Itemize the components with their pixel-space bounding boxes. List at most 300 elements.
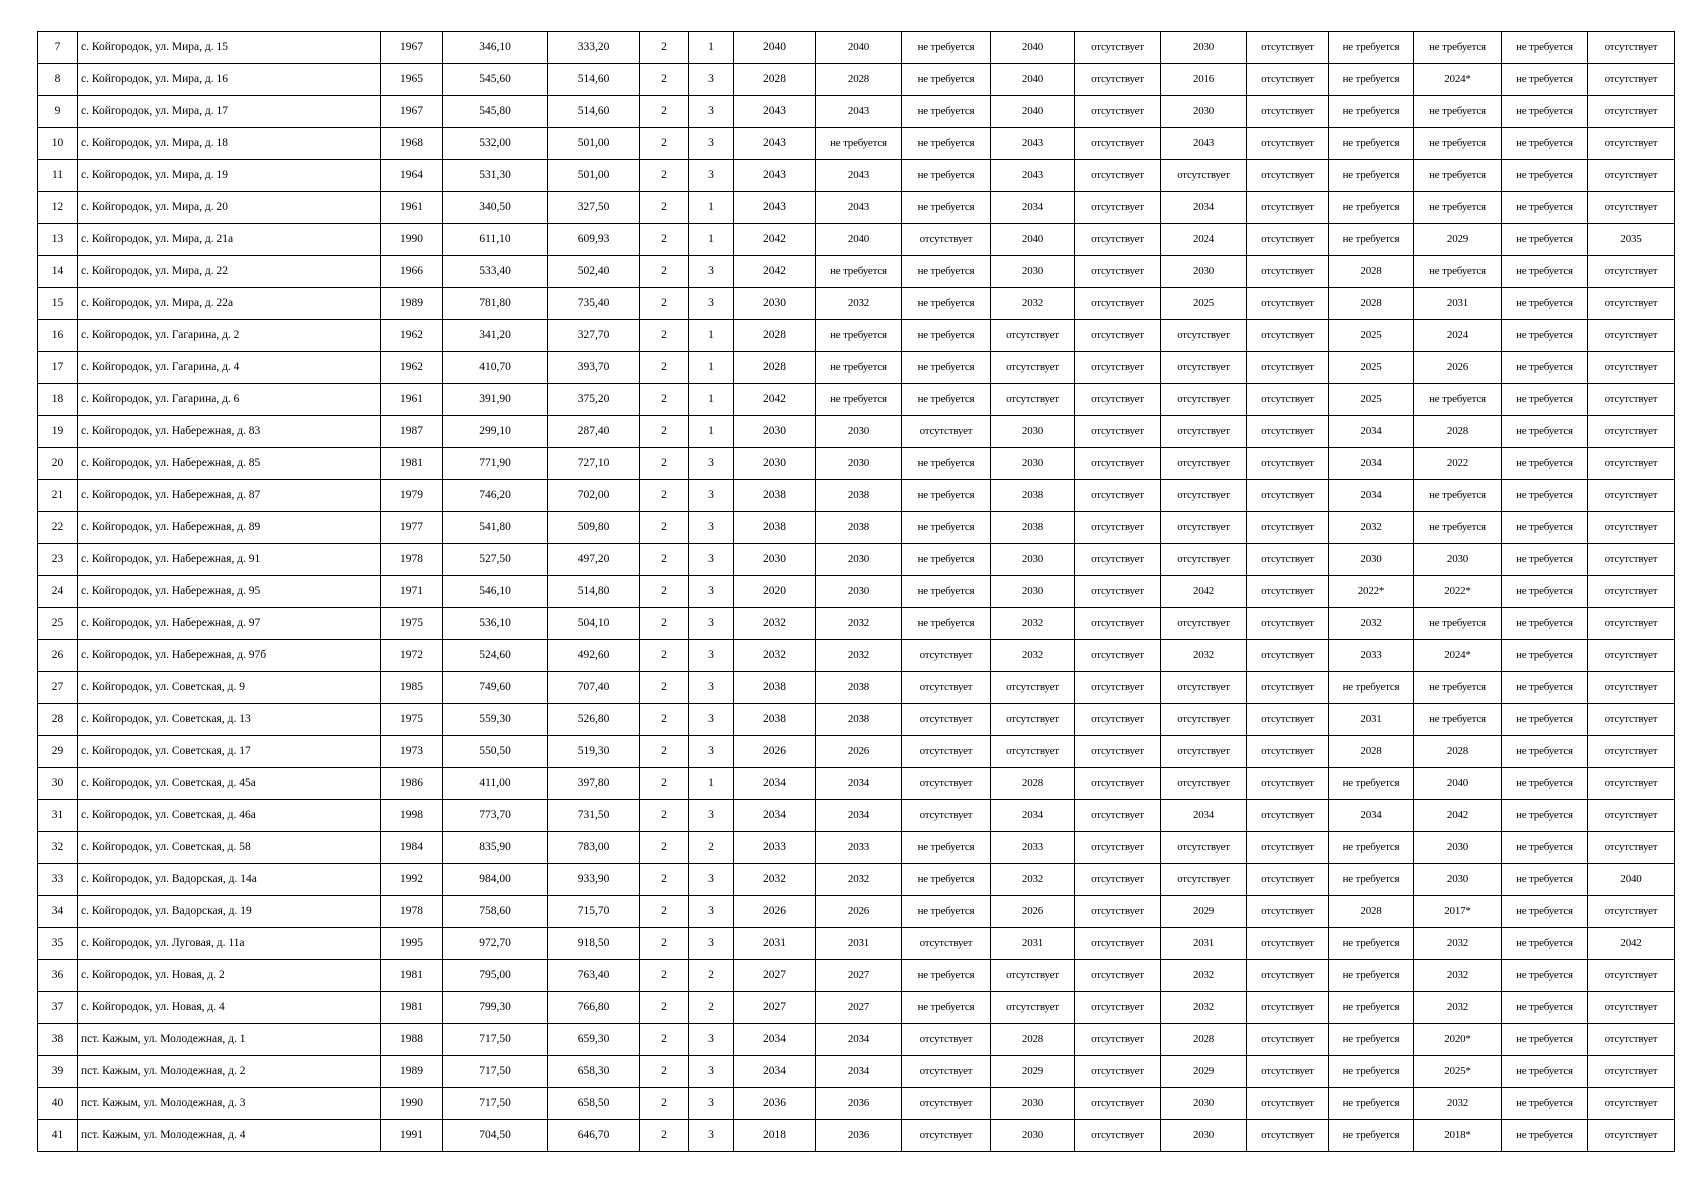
floors-cell: 2 <box>640 800 689 832</box>
foundation-repair-cell: не требуется <box>1502 608 1588 640</box>
entrances-cell: 3 <box>689 896 734 928</box>
foundation-repair-cell: не требуется <box>1502 544 1588 576</box>
heating-system-cell: 2025 <box>1161 288 1247 320</box>
entrances-cell: 1 <box>689 384 734 416</box>
cold-water-system-cell: не требуется <box>1329 832 1414 864</box>
elevator-repair-cell: отсутствует <box>1588 960 1675 992</box>
sewerage-system-cell: 2030 <box>1414 832 1502 864</box>
row-number-cell: 34 <box>38 896 78 928</box>
elevator-repair-cell: отсутствует <box>1588 1056 1675 1088</box>
living-area-cell: 497,20 <box>548 544 640 576</box>
foundation-repair-cell: не требуется <box>1502 800 1588 832</box>
hot-water-system-cell: отсутствует <box>1247 96 1329 128</box>
year-built-cell: 1981 <box>381 448 443 480</box>
year-built-cell: 1992 <box>381 864 443 896</box>
roof-repair-cell: 2033 <box>734 832 816 864</box>
floors-cell: 2 <box>640 288 689 320</box>
heating-system-cell: 2030 <box>1161 32 1247 64</box>
heating-system-cell: отсутствует <box>1161 384 1247 416</box>
roof-repair-cell: 2036 <box>734 1088 816 1120</box>
sewerage-system-cell: 2030 <box>1414 864 1502 896</box>
year-built-cell: 1998 <box>381 800 443 832</box>
facade-repair-cell: 2032 <box>816 640 902 672</box>
facade-repair-cell: не требуется <box>816 384 902 416</box>
year-built-cell: 1995 <box>381 928 443 960</box>
heating-system-cell: 2028 <box>1161 1024 1247 1056</box>
hot-water-system-cell: отсутствует <box>1247 768 1329 800</box>
electric-system-cell: 2026 <box>991 896 1075 928</box>
gas-system-cell: отсутствует <box>1075 448 1161 480</box>
year-built-cell: 1990 <box>381 1088 443 1120</box>
heating-system-cell: отсутствует <box>1161 352 1247 384</box>
basement-repair-cell: не требуется <box>902 448 991 480</box>
address-cell: с. Койгородок, ул. Мира, д. 19 <box>78 160 381 192</box>
roof-repair-cell: 2034 <box>734 1056 816 1088</box>
row-number-cell: 35 <box>38 928 78 960</box>
roof-repair-cell: 2028 <box>734 352 816 384</box>
living-area-cell: 504,10 <box>548 608 640 640</box>
basement-repair-cell: отсутствует <box>902 224 991 256</box>
facade-repair-cell: 2032 <box>816 608 902 640</box>
sewerage-system-cell: 2022* <box>1414 576 1502 608</box>
hot-water-system-cell: отсутствует <box>1247 736 1329 768</box>
total-area-cell: 758,60 <box>443 896 548 928</box>
living-area-cell: 707,40 <box>548 672 640 704</box>
foundation-repair-cell: не требуется <box>1502 672 1588 704</box>
gas-system-cell: отсутствует <box>1075 352 1161 384</box>
facade-repair-cell: не требуется <box>816 128 902 160</box>
total-area-cell: 611,10 <box>443 224 548 256</box>
sewerage-system-cell: не требуется <box>1414 608 1502 640</box>
table-row <box>38 960 1675 992</box>
gas-system-cell: отсутствует <box>1075 160 1161 192</box>
row-number-cell: 24 <box>38 576 78 608</box>
foundation-repair-cell: не требуется <box>1502 576 1588 608</box>
address-cell: с. Койгородок, ул. Гагарина, д. 2 <box>78 320 381 352</box>
heating-system-cell: 2029 <box>1161 1056 1247 1088</box>
electric-system-cell: 2032 <box>991 640 1075 672</box>
elevator-repair-cell: отсутствует <box>1588 64 1675 96</box>
facade-repair-cell: 2038 <box>816 704 902 736</box>
row-number-cell: 30 <box>38 768 78 800</box>
entrances-cell: 3 <box>689 512 734 544</box>
elevator-repair-cell: отсутствует <box>1588 672 1675 704</box>
basement-repair-cell: отсутствует <box>902 640 991 672</box>
foundation-repair-cell: не требуется <box>1502 640 1588 672</box>
row-number-cell: 12 <box>38 192 78 224</box>
total-area-cell: 781,80 <box>443 288 548 320</box>
basement-repair-cell: не требуется <box>902 992 991 1024</box>
electric-system-cell: отсутствует <box>991 736 1075 768</box>
cold-water-system-cell: 2034 <box>1329 800 1414 832</box>
living-area-cell: 702,00 <box>548 480 640 512</box>
electric-system-cell: отсутствует <box>991 672 1075 704</box>
basement-repair-cell: не требуется <box>902 384 991 416</box>
roof-repair-cell: 2030 <box>734 288 816 320</box>
roof-repair-cell: 2034 <box>734 768 816 800</box>
sewerage-system-cell: 2026 <box>1414 352 1502 384</box>
total-area-cell: 391,90 <box>443 384 548 416</box>
gas-system-cell: отсутствует <box>1075 576 1161 608</box>
table-row <box>38 1088 1675 1120</box>
elevator-repair-cell: отсутствует <box>1588 32 1675 64</box>
heating-system-cell: отсутствует <box>1161 160 1247 192</box>
address-cell: с. Койгородок, ул. Мира, д. 16 <box>78 64 381 96</box>
address-cell: с. Койгородок, ул. Мира, д. 21а <box>78 224 381 256</box>
sewerage-system-cell: 2028 <box>1414 416 1502 448</box>
gas-system-cell: отсутствует <box>1075 1088 1161 1120</box>
sewerage-system-cell: не требуется <box>1414 32 1502 64</box>
year-built-cell: 1991 <box>381 1120 443 1152</box>
hot-water-system-cell: отсутствует <box>1247 544 1329 576</box>
electric-system-cell: 2030 <box>991 576 1075 608</box>
roof-repair-cell: 2030 <box>734 416 816 448</box>
cold-water-system-cell: 2025 <box>1329 352 1414 384</box>
foundation-repair-cell: не требуется <box>1502 32 1588 64</box>
row-number-cell: 23 <box>38 544 78 576</box>
sewerage-system-cell: 2022 <box>1414 448 1502 480</box>
floors-cell: 2 <box>640 1056 689 1088</box>
year-built-cell: 1990 <box>381 224 443 256</box>
address-cell: с. Койгородок, ул. Советская, д. 17 <box>78 736 381 768</box>
total-area-cell: 835,90 <box>443 832 548 864</box>
row-number-cell: 17 <box>38 352 78 384</box>
heating-system-cell: отсутствует <box>1161 416 1247 448</box>
foundation-repair-cell: не требуется <box>1502 704 1588 736</box>
entrances-cell: 3 <box>689 256 734 288</box>
basement-repair-cell: отсутствует <box>902 1088 991 1120</box>
heating-system-cell: отсутствует <box>1161 320 1247 352</box>
facade-repair-cell: 2043 <box>816 160 902 192</box>
year-built-cell: 1978 <box>381 544 443 576</box>
gas-system-cell: отсутствует <box>1075 512 1161 544</box>
roof-repair-cell: 2030 <box>734 544 816 576</box>
row-number-cell: 7 <box>38 32 78 64</box>
hot-water-system-cell: отсутствует <box>1247 224 1329 256</box>
cold-water-system-cell: 2028 <box>1329 736 1414 768</box>
address-cell: с. Койгородок, ул. Советская, д. 58 <box>78 832 381 864</box>
heating-system-cell: 2029 <box>1161 896 1247 928</box>
floors-cell: 2 <box>640 896 689 928</box>
gas-system-cell: отсутствует <box>1075 608 1161 640</box>
gas-system-cell: отсутствует <box>1075 640 1161 672</box>
floors-cell: 2 <box>640 928 689 960</box>
facade-repair-cell: 2034 <box>816 768 902 800</box>
foundation-repair-cell: не требуется <box>1502 864 1588 896</box>
address-cell: с. Койгородок, ул. Вадорская, д. 19 <box>78 896 381 928</box>
elevator-repair-cell: отсутствует <box>1588 640 1675 672</box>
floors-cell: 2 <box>640 544 689 576</box>
floors-cell: 2 <box>640 192 689 224</box>
table-row <box>38 224 1675 256</box>
table-row <box>38 160 1675 192</box>
living-area-cell: 519,30 <box>548 736 640 768</box>
facade-repair-cell: 2038 <box>816 480 902 512</box>
heating-system-cell: отсутствует <box>1161 768 1247 800</box>
total-area-cell: 524,60 <box>443 640 548 672</box>
elevator-repair-cell: отсутствует <box>1588 832 1675 864</box>
year-built-cell: 1987 <box>381 416 443 448</box>
table-row <box>38 896 1675 928</box>
foundation-repair-cell: не требуется <box>1502 288 1588 320</box>
facade-repair-cell: 2040 <box>816 32 902 64</box>
electric-system-cell: 2040 <box>991 32 1075 64</box>
living-area-cell: 502,40 <box>548 256 640 288</box>
gas-system-cell: отсутствует <box>1075 416 1161 448</box>
hot-water-system-cell: отсутствует <box>1247 928 1329 960</box>
cold-water-system-cell: не требуется <box>1329 864 1414 896</box>
total-area-cell: 341,20 <box>443 320 548 352</box>
electric-system-cell: 2032 <box>991 288 1075 320</box>
elevator-repair-cell: отсутствует <box>1588 704 1675 736</box>
year-built-cell: 1981 <box>381 992 443 1024</box>
total-area-cell: 541,80 <box>443 512 548 544</box>
hot-water-system-cell: отсутствует <box>1247 448 1329 480</box>
total-area-cell: 704,50 <box>443 1120 548 1152</box>
total-area-cell: 346,10 <box>443 32 548 64</box>
entrances-cell: 2 <box>689 960 734 992</box>
basement-repair-cell: отсутствует <box>902 800 991 832</box>
year-built-cell: 1967 <box>381 96 443 128</box>
address-cell: с. Койгородок, ул. Набережная, д. 95 <box>78 576 381 608</box>
table-row <box>38 928 1675 960</box>
cold-water-system-cell: не требуется <box>1329 1056 1414 1088</box>
foundation-repair-cell: не требуется <box>1502 128 1588 160</box>
row-number-cell: 20 <box>38 448 78 480</box>
cold-water-system-cell: не требуется <box>1329 128 1414 160</box>
facade-repair-cell: 2026 <box>816 896 902 928</box>
year-built-cell: 1986 <box>381 768 443 800</box>
year-built-cell: 1962 <box>381 320 443 352</box>
facade-repair-cell: 2040 <box>816 224 902 256</box>
floors-cell: 2 <box>640 992 689 1024</box>
roof-repair-cell: 2038 <box>734 672 816 704</box>
gas-system-cell: отсутствует <box>1075 544 1161 576</box>
year-built-cell: 1985 <box>381 672 443 704</box>
total-area-cell: 299,10 <box>443 416 548 448</box>
total-area-cell: 531,30 <box>443 160 548 192</box>
floors-cell: 2 <box>640 256 689 288</box>
row-number-cell: 41 <box>38 1120 78 1152</box>
foundation-repair-cell: не требуется <box>1502 416 1588 448</box>
facade-repair-cell: 2030 <box>816 448 902 480</box>
living-area-cell: 731,50 <box>548 800 640 832</box>
floors-cell: 2 <box>640 1024 689 1056</box>
table-row <box>38 128 1675 160</box>
living-area-cell: 658,50 <box>548 1088 640 1120</box>
row-number-cell: 26 <box>38 640 78 672</box>
gas-system-cell: отсутствует <box>1075 96 1161 128</box>
basement-repair-cell: не требуется <box>902 96 991 128</box>
sewerage-system-cell: не требуется <box>1414 704 1502 736</box>
table-row <box>38 288 1675 320</box>
year-built-cell: 1961 <box>381 192 443 224</box>
gas-system-cell: отсутствует <box>1075 1120 1161 1152</box>
heating-system-cell: отсутствует <box>1161 864 1247 896</box>
year-built-cell: 1972 <box>381 640 443 672</box>
elevator-repair-cell: отсутствует <box>1588 800 1675 832</box>
electric-system-cell: 2032 <box>991 864 1075 896</box>
total-area-cell: 771,90 <box>443 448 548 480</box>
elevator-repair-cell: отсутствует <box>1588 608 1675 640</box>
cold-water-system-cell: не требуется <box>1329 960 1414 992</box>
facade-repair-cell: 2034 <box>816 1056 902 1088</box>
gas-system-cell: отсутствует <box>1075 896 1161 928</box>
electric-system-cell: 2028 <box>991 768 1075 800</box>
table-row <box>38 800 1675 832</box>
row-number-cell: 27 <box>38 672 78 704</box>
gas-system-cell: отсутствует <box>1075 1024 1161 1056</box>
elevator-repair-cell: отсутствует <box>1588 192 1675 224</box>
electric-system-cell: 2030 <box>991 1088 1075 1120</box>
row-number-cell: 14 <box>38 256 78 288</box>
heating-system-cell: отсутствует <box>1161 608 1247 640</box>
address-cell: с. Койгородок, ул. Советская, д. 46а <box>78 800 381 832</box>
year-built-cell: 1964 <box>381 160 443 192</box>
elevator-repair-cell: отсутствует <box>1588 352 1675 384</box>
roof-repair-cell: 2038 <box>734 480 816 512</box>
basement-repair-cell: не требуется <box>902 960 991 992</box>
table-row <box>38 640 1675 672</box>
heating-system-cell: отсутствует <box>1161 448 1247 480</box>
address-cell: с. Койгородок, ул. Набережная, д. 85 <box>78 448 381 480</box>
electric-system-cell: отсутствует <box>991 352 1075 384</box>
year-built-cell: 1975 <box>381 608 443 640</box>
total-area-cell: 799,30 <box>443 992 548 1024</box>
living-area-cell: 609,93 <box>548 224 640 256</box>
address-cell: пст. Кажым, ул. Молодежная, д. 2 <box>78 1056 381 1088</box>
row-number-cell: 25 <box>38 608 78 640</box>
cold-water-system-cell: 2034 <box>1329 480 1414 512</box>
foundation-repair-cell: не требуется <box>1502 928 1588 960</box>
row-number-cell: 18 <box>38 384 78 416</box>
table-row <box>38 192 1675 224</box>
basement-repair-cell: не требуется <box>902 512 991 544</box>
cold-water-system-cell: не требуется <box>1329 928 1414 960</box>
address-cell: с. Койгородок, ул. Гагарина, д. 6 <box>78 384 381 416</box>
electric-system-cell: 2028 <box>991 1024 1075 1056</box>
foundation-repair-cell: не требуется <box>1502 960 1588 992</box>
heating-system-cell: отсутствует <box>1161 736 1247 768</box>
living-area-cell: 933,90 <box>548 864 640 896</box>
address-cell: пст. Кажым, ул. Молодежная, д. 3 <box>78 1088 381 1120</box>
floors-cell: 2 <box>640 416 689 448</box>
gas-system-cell: отсутствует <box>1075 800 1161 832</box>
row-number-cell: 31 <box>38 800 78 832</box>
living-area-cell: 501,00 <box>548 128 640 160</box>
sewerage-system-cell: 2024 <box>1414 320 1502 352</box>
cold-water-system-cell: 2025 <box>1329 320 1414 352</box>
facade-repair-cell: 2027 <box>816 992 902 1024</box>
floors-cell: 2 <box>640 512 689 544</box>
hot-water-system-cell: отсутствует <box>1247 480 1329 512</box>
table-row <box>38 96 1675 128</box>
year-built-cell: 1965 <box>381 64 443 96</box>
heating-system-cell: 2032 <box>1161 992 1247 1024</box>
hot-water-system-cell: отсутствует <box>1247 160 1329 192</box>
floors-cell: 2 <box>640 672 689 704</box>
roof-repair-cell: 2040 <box>734 32 816 64</box>
row-number-cell: 11 <box>38 160 78 192</box>
sewerage-system-cell: не требуется <box>1414 384 1502 416</box>
gas-system-cell: отсутствует <box>1075 928 1161 960</box>
row-number-cell: 40 <box>38 1088 78 1120</box>
basement-repair-cell: не требуется <box>902 352 991 384</box>
facade-repair-cell: 2034 <box>816 1024 902 1056</box>
housing-repair-table <box>37 31 1675 1152</box>
row-number-cell: 15 <box>38 288 78 320</box>
total-area-cell: 749,60 <box>443 672 548 704</box>
entrances-cell: 3 <box>689 608 734 640</box>
hot-water-system-cell: отсутствует <box>1247 800 1329 832</box>
floors-cell: 2 <box>640 1120 689 1152</box>
sewerage-system-cell: 2025* <box>1414 1056 1502 1088</box>
gas-system-cell: отсутствует <box>1075 864 1161 896</box>
total-area-cell: 984,00 <box>443 864 548 896</box>
hot-water-system-cell: отсутствует <box>1247 1120 1329 1152</box>
entrances-cell: 3 <box>689 1120 734 1152</box>
basement-repair-cell: не требуется <box>902 896 991 928</box>
hot-water-system-cell: отсутствует <box>1247 192 1329 224</box>
entrances-cell: 1 <box>689 352 734 384</box>
elevator-repair-cell: отсутствует <box>1588 416 1675 448</box>
sewerage-system-cell: не требуется <box>1414 480 1502 512</box>
cold-water-system-cell: не требуется <box>1329 160 1414 192</box>
address-cell: с. Койгородок, ул. Набережная, д. 87 <box>78 480 381 512</box>
floors-cell: 2 <box>640 32 689 64</box>
electric-system-cell: отсутствует <box>991 704 1075 736</box>
year-built-cell: 1961 <box>381 384 443 416</box>
facade-repair-cell: 2032 <box>816 864 902 896</box>
electric-system-cell: отсутствует <box>991 960 1075 992</box>
year-built-cell: 1968 <box>381 128 443 160</box>
floors-cell: 2 <box>640 608 689 640</box>
facade-repair-cell: 2043 <box>816 96 902 128</box>
hot-water-system-cell: отсутствует <box>1247 128 1329 160</box>
entrances-cell: 3 <box>689 288 734 320</box>
hot-water-system-cell: отсутствует <box>1247 1056 1329 1088</box>
entrances-cell: 1 <box>689 224 734 256</box>
gas-system-cell: отсутствует <box>1075 704 1161 736</box>
address-cell: с. Койгородок, ул. Мира, д. 18 <box>78 128 381 160</box>
entrances-cell: 3 <box>689 1024 734 1056</box>
year-built-cell: 1973 <box>381 736 443 768</box>
cold-water-system-cell: 2030 <box>1329 544 1414 576</box>
row-number-cell: 36 <box>38 960 78 992</box>
roof-repair-cell: 2028 <box>734 320 816 352</box>
gas-system-cell: отсутствует <box>1075 736 1161 768</box>
table-row <box>38 832 1675 864</box>
table-body <box>38 32 1675 1152</box>
cold-water-system-cell: 2032 <box>1329 512 1414 544</box>
basement-repair-cell: отсутствует <box>902 704 991 736</box>
year-built-cell: 1962 <box>381 352 443 384</box>
heating-system-cell: 2032 <box>1161 960 1247 992</box>
sewerage-system-cell: 2030 <box>1414 544 1502 576</box>
gas-system-cell: отсутствует <box>1075 480 1161 512</box>
foundation-repair-cell: не требуется <box>1502 1024 1588 1056</box>
total-area-cell: 410,70 <box>443 352 548 384</box>
cold-water-system-cell: не требуется <box>1329 192 1414 224</box>
elevator-repair-cell: отсутствует <box>1588 480 1675 512</box>
heating-system-cell: 2030 <box>1161 1120 1247 1152</box>
living-area-cell: 514,60 <box>548 64 640 96</box>
floors-cell: 2 <box>640 576 689 608</box>
living-area-cell: 501,00 <box>548 160 640 192</box>
hot-water-system-cell: отсутствует <box>1247 512 1329 544</box>
elevator-repair-cell: отсутствует <box>1588 896 1675 928</box>
roof-repair-cell: 2026 <box>734 896 816 928</box>
